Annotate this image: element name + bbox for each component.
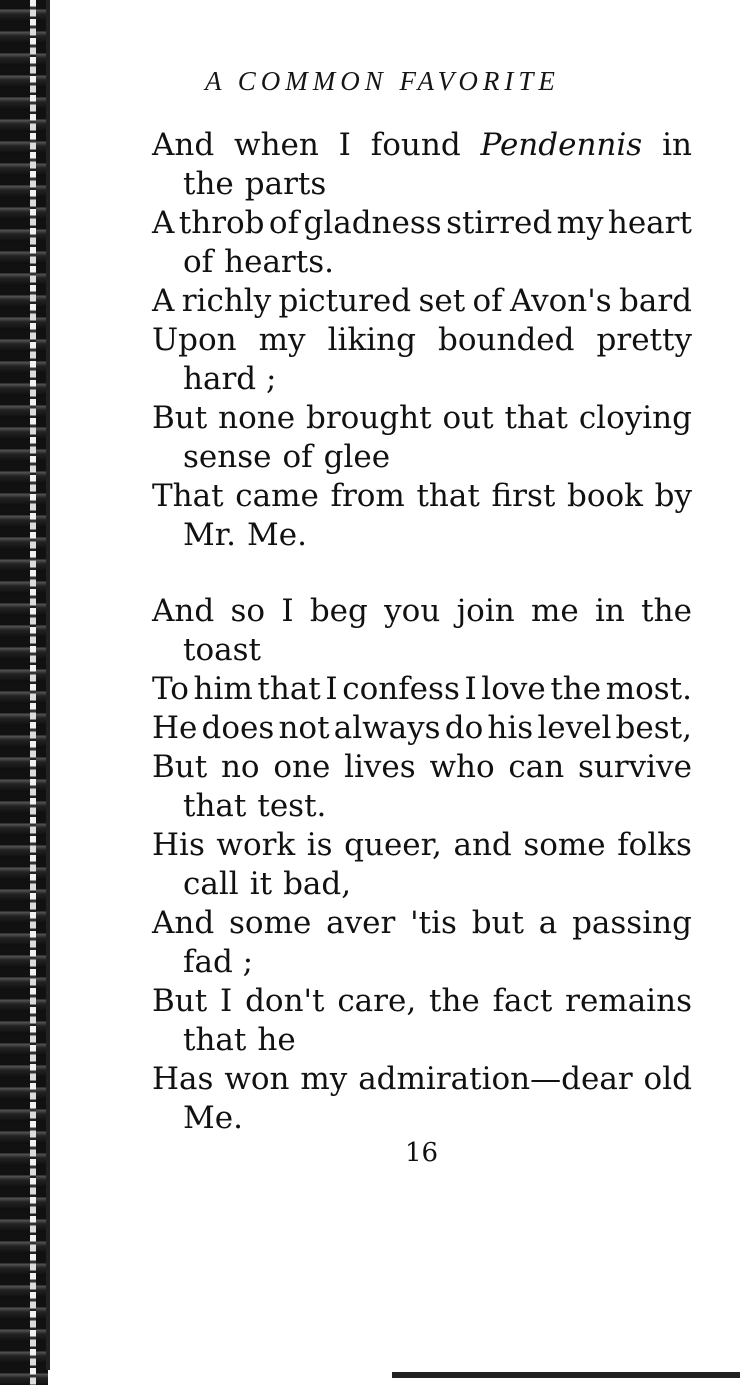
poem-word: from (330, 478, 405, 514)
poem-line (152, 709, 692, 748)
poem-word: out (442, 400, 494, 436)
poem-word: hard ; (183, 361, 277, 397)
poem-word: the (641, 593, 692, 629)
poem-word: pictured (278, 283, 412, 319)
poem-word: does (201, 710, 275, 746)
poem-word: bad, (283, 866, 352, 902)
poem-word: admiration—dear (358, 1061, 633, 1097)
poem-word: fact (492, 983, 553, 1019)
poem-word: call (183, 866, 239, 902)
poem-line (152, 282, 692, 321)
poem-word: so (230, 593, 266, 629)
poem-word: set (418, 283, 466, 319)
poem-word: glee (323, 439, 391, 475)
poem-word: some (523, 827, 606, 863)
poem-word: survive (577, 749, 692, 785)
poem-line (152, 943, 692, 982)
poem-line (152, 477, 692, 516)
poem-word: A (152, 283, 175, 319)
poem-word: That (152, 478, 224, 514)
poem-word: Mr. (183, 517, 237, 553)
poem-line (152, 438, 692, 477)
poem-line (152, 592, 692, 631)
poem-word: folks (617, 827, 692, 863)
poem-word: gladness (303, 205, 442, 241)
poem-line (152, 1021, 692, 1060)
poem-word: the (550, 671, 602, 707)
poem-word: parts (244, 166, 327, 202)
poem-word: love (481, 671, 546, 707)
poem-word: my (300, 1061, 348, 1097)
poem-word: hearts. (224, 244, 334, 280)
poem-word: that (257, 671, 321, 707)
poem-line (152, 204, 692, 243)
poem-body (152, 126, 692, 1138)
poem-word: in (595, 593, 625, 629)
poem-word: some (229, 905, 312, 941)
poem-line (152, 748, 692, 787)
poem-word: Me. (183, 1100, 243, 1136)
poem-word: aver (326, 905, 396, 941)
page-bottom-edge (370, 1372, 740, 1378)
poem-line (152, 243, 692, 282)
poem-line (152, 670, 692, 709)
poem-word: a (538, 905, 558, 941)
poem-word: But (152, 400, 208, 436)
page-gutter-line (46, 0, 50, 1370)
poem-word: test. (257, 788, 327, 824)
poem-word: one (273, 749, 331, 785)
poem-word: best, (615, 710, 692, 746)
poem-line (152, 321, 692, 360)
poem-word: him (193, 671, 253, 707)
book-spine-edge (0, 0, 48, 1385)
poem-line (152, 165, 692, 204)
poem-line (152, 516, 692, 555)
poem-word: he (257, 1022, 296, 1058)
poem-word: heart (607, 205, 692, 241)
poem-word: lives (344, 749, 416, 785)
poem-word: of (268, 205, 300, 241)
poem-word: my (556, 205, 604, 241)
poem-word: none (218, 400, 296, 436)
poem-word: toast (183, 632, 261, 668)
running-header: A COMMON FAVORITE (205, 66, 560, 96)
stanza-break (152, 555, 692, 592)
poem-word: sense (183, 439, 272, 475)
poem-word: I (281, 593, 294, 629)
poem-word: you (384, 593, 441, 629)
poem-word: beg (309, 593, 368, 629)
poem-word: that (183, 788, 247, 824)
poem-word: I (325, 671, 338, 707)
poem-word: who (429, 749, 495, 785)
poem-line (152, 982, 692, 1021)
poem-word: my (258, 322, 306, 358)
poem-word: passing (572, 905, 692, 941)
poem-word: that (504, 400, 568, 436)
poem-word: of (472, 283, 503, 319)
stanza-1 (152, 126, 692, 555)
poem-word: A (152, 205, 175, 241)
poem-word: join (456, 593, 515, 629)
poem-line (152, 826, 692, 865)
poem-word: And (152, 905, 215, 941)
poem-word: won (224, 1061, 290, 1097)
poem-word: He (152, 710, 198, 746)
poem-word: Me. (247, 517, 307, 553)
poem-line (152, 904, 692, 943)
poem-word: always (333, 710, 441, 746)
poem-word: is (306, 827, 333, 863)
poem-word: most. (605, 671, 692, 707)
poem-word: level (537, 710, 612, 746)
poem-word: bard (619, 283, 692, 319)
poem-word: found (370, 127, 461, 163)
poem-line (152, 399, 692, 438)
poem-word: But (152, 983, 208, 1019)
poem-line (152, 360, 692, 399)
poem-line (152, 631, 692, 670)
poem-word: fad ; (183, 944, 254, 980)
poem-word: stirred (446, 205, 553, 241)
poem-word: cloying (578, 400, 692, 436)
poem-word: his (487, 710, 534, 746)
poem-word: Has (152, 1061, 214, 1097)
stanza-2 (152, 592, 692, 1138)
poem-word: not (278, 710, 330, 746)
poem-word: care, (337, 983, 417, 1019)
poem-word: don't (245, 983, 325, 1019)
poem-word: and (453, 827, 512, 863)
poem-word: no (220, 749, 260, 785)
poem-word: remains (565, 983, 692, 1019)
poem-word: Pendennis (480, 127, 643, 163)
poem-word: first (491, 478, 556, 514)
poem-word: bounded (438, 322, 575, 358)
poem-line (152, 787, 692, 826)
poem-word: that (416, 478, 480, 514)
poem-word: but (471, 905, 524, 941)
poem-word: can (508, 749, 565, 785)
poem-word: But (152, 749, 208, 785)
poem-word: the (428, 983, 480, 1019)
poem-line (152, 126, 692, 165)
poem-word: book (567, 478, 643, 514)
poem-line (152, 1099, 692, 1138)
poem-word: in (662, 127, 692, 163)
poem-word: queer, (344, 827, 442, 863)
poem-word: of (183, 244, 214, 280)
poem-word: I (464, 671, 477, 707)
poem-word: brought (306, 400, 432, 436)
page-number: 16 (405, 1138, 439, 1168)
poem-word: came (235, 478, 319, 514)
poem-word: liking (327, 322, 416, 358)
poem-word: To (152, 671, 189, 707)
poem-word: Avon's (509, 283, 612, 319)
poem-word: I (338, 127, 351, 163)
poem-word: I (220, 983, 233, 1019)
poem-word: 'tis (410, 905, 457, 941)
poem-word: old (643, 1061, 692, 1097)
poem-word: the (183, 166, 234, 202)
poem-word: Upon (152, 322, 237, 358)
poem-word: pretty (596, 322, 692, 358)
poem-word: And (152, 593, 215, 629)
poem-word: of (282, 439, 313, 475)
poem-line (152, 1060, 692, 1099)
poem-word: work (216, 827, 296, 863)
poem-word: do (444, 710, 484, 746)
poem-word: confess (342, 671, 460, 707)
poem-word: richly (181, 283, 272, 319)
poem-word: me (530, 593, 579, 629)
poem-word: His (152, 827, 205, 863)
poem-word: throb (178, 205, 265, 241)
poem-word: by (654, 478, 692, 514)
poem-word: that (183, 1022, 247, 1058)
poem-line (152, 865, 692, 904)
poem-word: when (234, 127, 319, 163)
poem-word: And (152, 127, 215, 163)
poem-word: it (249, 866, 273, 902)
